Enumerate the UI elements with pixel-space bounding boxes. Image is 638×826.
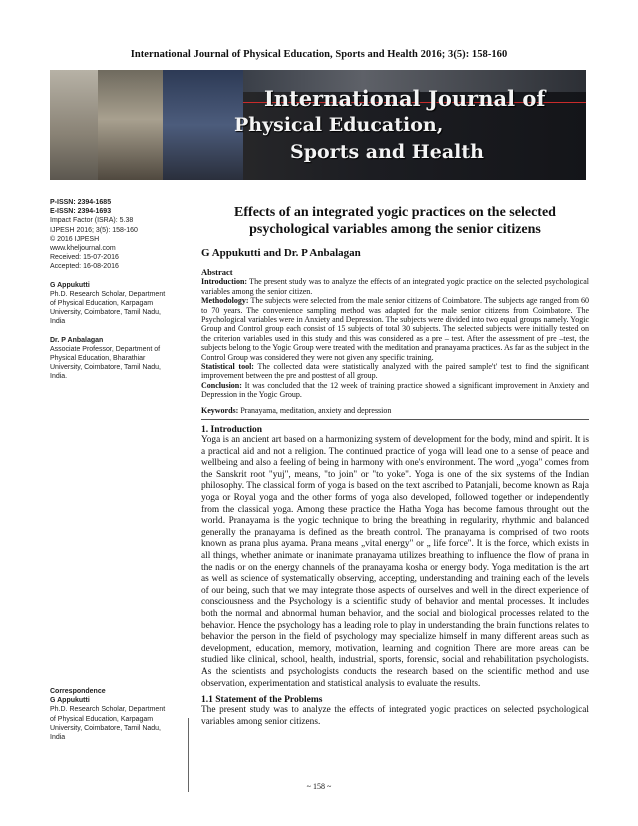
abstract-methodology: Methodology: The subjects were selected from the male senior citizens of Coimbatore. The subjects age ranged from 60 to 70 years. The convenience sampling method was adapted for the male senior citizens from Coimbatore. The Psychological variables were in Anxiety and Depression. The subjects were divided into two equal groups namely. Yogic Group and Control group each consist of 15 subjects of total 30 subjects. The selected subjects were initially tested on the criterion variables used in this study and this was considered as a pre – test. After the assessment of pre –test, the subjects belong to the Yogic Group were treated with the meditation and pranayama practices. As far as the subject in the Control Group was considered they were not given any specific training. [201, 296, 589, 362]
keywords-list: Pranayama, meditation, anxiety and depression [238, 405, 392, 415]
abstract-heading: Abstract [201, 267, 233, 277]
abstract-conclusion: Conclusion: It was concluded that the 12 week of training practice showed a significant improvement in Anxiety and Depression in the Yogic Group. [201, 380, 589, 400]
article-meta-line: Received: 15-07-2016 [50, 254, 119, 262]
correspondence-name: G Appukutti [50, 697, 90, 705]
section-problem-statement-heading: 1.1 Statement of the Problems [201, 695, 323, 706]
article-meta-line: © 2016 IJPESH [50, 235, 100, 243]
banner-photo-yoga [50, 70, 98, 180]
sidebar-author1-name: G Appukutti [50, 281, 90, 289]
article-meta-line: www.kheljournal.com [50, 245, 116, 253]
article-meta-line: P-ISSN: 2394-1685 [50, 199, 112, 206]
correspondence-label: Correspondence [50, 688, 106, 695]
banner-photo-athletics [163, 70, 243, 180]
article-meta-line: Accepted: 16-08-2016 [50, 263, 119, 271]
section-introduction-text: Yoga is an ancient art based on a harmonizing system of development for the body, mind and spirit. It is a practical aid and not a religion. The continued practice of yoga will lead one to a sense of peace and wellbeing and also a feeling of being in harmony with one's environment. The word „yoga" comes from the Sanskrit root "yuj", means, "to join" or "to yoke". Yoga is one of the six systems of the Indian philosophy. The classical form of yoga is based on the text ascribed to Patanjali, become known as Raja yoga or Royal yoga and the other forms of yoga also developed, followed together or independently from the classical yoga. Among these practice the Hatha Yoga has become famous throught out the world. Pranayama is the yogic technique to bring the breathing in regularity, rhythmic and balanced generally the pranayama is defined as the breath control. The pranayama is comprised of two roots known as prana plus ayama. Prana means „vital energy" or „ life force". It is the force, which exists in all things, whether animate or inanimate pranayama utilizes breathing to influence the flow of prana in the nadis or on the energy channels of the pranayama kosha or energy body. Yoga meditation is the art as well as science of systematically observing, accepting, understanding and training each of the levels of our being, such that we may integrate those aspects of ourselves and well in the direct experience of consciousness and the Psychology is a scientific study of behavior and mental processes. It includes both the normal and abnormal human behavior, and the social and biological processes related to the behavior. Hence the psychology has a leading role to play in understanding the brain functions relates to behavior the person in the field of psychology may specialize himself in many different areas such as development, education, memory, motivation, learning and cognition There are more areas can be studied like clinical, school, health, industrial, sports, forensic, social and rehabilitation psychologists. As the scientists and psychologists conducts the research based on the scientific method and use observation, experimentation and statistical analysis to evaluate the results. [201, 435, 589, 689]
section-problem-statement-text: The present study was to analyze the effects of integrated yogic practices on selected psychological variables among senior citizens. [201, 705, 589, 727]
keywords-divider [201, 419, 589, 420]
abstract-statistical-tool: Statistical tool: The collected data were statistically analyzed with the paired sample't' test to find the significant improvement between the pre and posttest of all group. [201, 362, 589, 381]
keywords-label: Keywords: [201, 405, 239, 415]
sidebar-author2-affiliation: Associate Professor, Department of Physical Education, Bharathiar University, Coimbatore, Tamil Nadu, India. [50, 345, 162, 381]
article-info-sidebar [50, 198, 170, 382]
section-introduction-heading: 1. Introduction [201, 425, 263, 436]
journal-banner [50, 70, 586, 180]
column-divider [188, 718, 189, 792]
article-meta-line: E-ISSN: 2394-1693 [50, 208, 112, 216]
abstract-introduction: Introduction: The present study was to analyze the effects of an integrated yogic practice on the selected psychological variables among the senior citizen. [201, 277, 589, 296]
banner-title-line2: Physical Education, [234, 114, 444, 136]
article-meta-line: IJPESH 2016; 3(5): 158-160 [50, 226, 138, 234]
keywords [201, 406, 589, 415]
banner-photo-cricket [98, 70, 163, 180]
banner-title-line3: Sports and Health [290, 141, 484, 163]
banner-title-line1: International Journal of [264, 86, 546, 111]
article-meta-list [50, 198, 170, 272]
article-authors: G Appukutti and Dr. P Anbalagan [201, 247, 361, 259]
article-title: Effects of an integrated yogic practices on the selected psychological variables among the senior citizens [234, 205, 556, 237]
abstract [201, 268, 589, 400]
sidebar-author2-name: Dr. P Anbalagan [50, 336, 104, 344]
correspondence-affiliation: Ph.D. Research Scholar, Department of Physical Education, Karpagam University, Coimbatore, Tamil Nadu, India [50, 706, 166, 742]
sidebar-author1-affiliation: Ph.D. Research Scholar, Department of Physical Education, Karpagam University, Coimbatore, Tamil Nadu, India [50, 290, 166, 326]
article-main [201, 204, 589, 728]
article-meta-line: Impact Factor (ISRA): 5.38 [50, 217, 134, 225]
page-number: ~ 158 ~ [306, 782, 332, 791]
journal-header: International Journal of Physical Education, Sports and Health 2016; 3(5): 158-160 [130, 49, 508, 60]
correspondence-block [50, 687, 170, 742]
